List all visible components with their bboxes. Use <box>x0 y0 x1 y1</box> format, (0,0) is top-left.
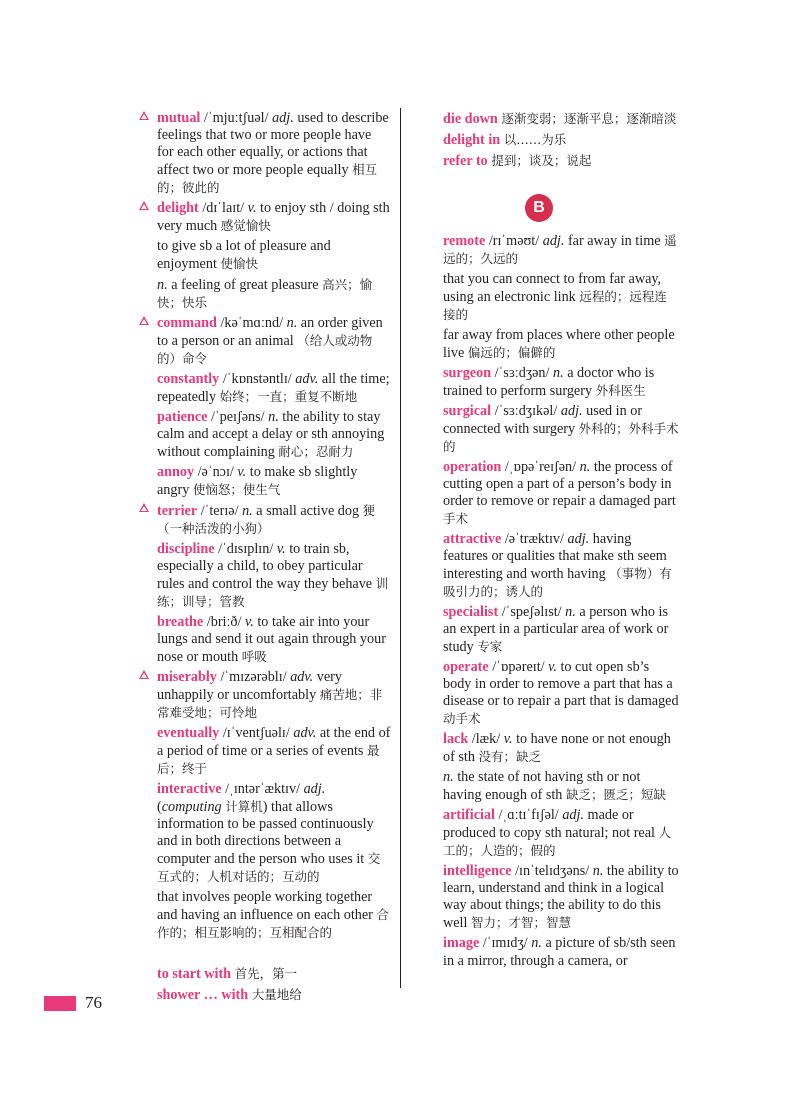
entry-main-sense <box>443 935 679 970</box>
headword: terrier <box>157 503 198 519</box>
chinese-translation: 缺乏；匮乏；短缺 <box>565 787 666 802</box>
dictionary-entry <box>441 659 679 728</box>
entry-main-sense <box>157 371 391 406</box>
part-of-speech: adv. <box>295 371 319 387</box>
right-column <box>441 110 679 973</box>
page-number: 76 <box>85 993 102 1012</box>
dictionary-entry <box>441 232 679 362</box>
pronunciation: /ˈpeɪʃəns/ <box>210 409 265 425</box>
chinese-translation: 偏远的；偏僻的 <box>467 345 556 360</box>
chinese-translation: 使恼怒；使生气 <box>192 482 281 497</box>
triangle-outline-icon <box>139 316 149 325</box>
headword: mutual <box>157 110 201 126</box>
pronunciation: /ˈmjuːtʃuəl/ <box>203 110 269 126</box>
phrase-headword: refer to <box>443 153 488 169</box>
pronunciation: /kəˈmɑːnd/ <box>220 315 284 331</box>
part-of-speech: v. <box>503 731 513 747</box>
part-of-speech: n. <box>565 604 576 620</box>
part-of-speech: n. <box>286 315 298 331</box>
entry-main-sense <box>443 807 679 860</box>
pronunciation: /ˌɒpəˈreɪʃən/ <box>504 459 577 475</box>
definition: that involves people working together and having an influence on each other <box>157 889 373 923</box>
definition: to have none or not enough of sth <box>443 731 671 765</box>
chinese-translation: 使愉快 <box>220 256 258 271</box>
dictionary-entry <box>441 531 679 601</box>
dictionary-entry <box>139 502 391 538</box>
entry-main-sense <box>157 541 391 611</box>
chinese-translation: 最后；终于 <box>157 743 380 776</box>
entry-main-sense <box>443 531 679 601</box>
definition: having features or qualities that make sth seem interesting and worth having <box>443 531 667 582</box>
chinese-translation: 感觉愉快 <box>220 218 271 233</box>
section-badge: B <box>525 194 553 222</box>
chinese-translation: 外科的；外科手术的 <box>443 421 679 454</box>
headword: surgical <box>443 403 492 419</box>
triangle-outline-icon <box>139 111 149 120</box>
chinese-translation: 痛苦地；非常难受地；可怜地 <box>157 687 383 720</box>
definition: to enjoy sth / doing sth very much <box>157 200 390 234</box>
definition: used to describe feelings that two or more people have for each other equally, or actions that affect two or more people equally <box>157 110 389 178</box>
pronunciation: /ˌɪntərˈæktɪv/ <box>225 781 301 797</box>
chinese-translation: 智力；才智；智慧 <box>470 915 571 930</box>
dictionary-entry <box>139 725 391 778</box>
dictionary-entry <box>441 731 679 804</box>
headword: miserably <box>157 669 217 685</box>
definition: to make sb slightly angry <box>157 464 358 498</box>
pronunciation: /ˌɑːtɪˈfɪʃəl/ <box>498 807 559 823</box>
headword: attractive <box>443 531 502 547</box>
entry-main-sense <box>443 604 679 656</box>
phrase-spacer <box>139 945 391 965</box>
domain-label: computing <box>161 799 222 815</box>
definition: an order given to a person or an animal <box>157 315 383 349</box>
column-divider <box>400 108 401 988</box>
part-of-speech: v. <box>247 200 257 216</box>
chinese-translation: 㹴（一种活泼的小狗） <box>157 503 376 536</box>
definition: all the time; repeatedly <box>157 371 390 405</box>
definition: made or produced to copy sth natural; not real <box>443 807 655 841</box>
dictionary-entry <box>139 315 391 368</box>
dictionary-entry <box>441 863 679 932</box>
dictionary-entry <box>441 807 679 860</box>
entry-main-sense <box>157 200 391 235</box>
definition: the ability to stay calm and accept a delay or sth annoying without complaining <box>157 409 385 460</box>
entry-main-sense: interactive /ˌɪntərˈæktɪv/ adj. (computing 计算机) that allows information to be passed continuously and in both directions between a computer and the person who uses it 交互式的；人机对话的；互动的 <box>157 781 381 884</box>
definition: the process of cutting open a part of a person’s body in order to remove or repair a damaged part <box>443 459 676 509</box>
chinese-translation: 首先，第一 <box>234 966 298 981</box>
entry-main-sense <box>443 232 679 268</box>
definition: to take air into your lungs and send it out again through your nose or mouth <box>157 614 386 665</box>
entry-main-sense <box>443 365 679 400</box>
dictionary-entry <box>139 614 391 666</box>
headword: discipline <box>157 541 215 557</box>
part-of-speech: n. <box>268 409 279 425</box>
chinese-translation: 人工的；人造的；假的 <box>443 825 672 858</box>
entry-main-sense <box>157 725 391 778</box>
part-of-speech: adv. <box>290 669 314 685</box>
definition: at the end of a period of time or a series of events <box>157 725 391 759</box>
chinese-translation: 大量地给 <box>251 987 302 1002</box>
part-of-speech: adj. <box>560 403 583 419</box>
part-of-speech: n. <box>443 769 454 785</box>
phrase-entry <box>441 152 679 170</box>
definition: very unhappily or uncomfortably <box>157 669 342 703</box>
headword: annoy <box>157 464 195 480</box>
definition: to cut open sb’s body in order to remove a part that has a disease or to repair a part that is damaged <box>443 659 679 709</box>
headword: delight <box>157 200 199 216</box>
pronunciation: /ˈkɒnstəntlɪ/ <box>222 371 292 387</box>
part-of-speech: v. <box>276 541 286 557</box>
phrase-entry <box>139 986 391 1004</box>
pronunciation: /əˈnɔɪ/ <box>197 464 234 480</box>
pronunciation: /briːð/ <box>206 614 242 630</box>
phrase-headword: delight in <box>443 132 501 148</box>
chinese-translation: 合作的；相互影响的；互相配合的 <box>157 907 389 940</box>
headword: eventually <box>157 725 220 741</box>
dictionary-entry <box>139 371 391 406</box>
chinese-translation: 耐心；忍耐力 <box>278 444 354 459</box>
chinese-translation: 相互的；彼此的 <box>157 162 378 195</box>
triangle-outline-icon <box>139 503 149 512</box>
pronunciation: /ˈmɪzərəblɪ/ <box>220 669 287 685</box>
dictionary-entry <box>139 541 391 611</box>
pronunciation: /rɪˈməʊt/ <box>488 233 540 249</box>
chinese-translation: 外科医生 <box>595 383 646 398</box>
entry-main-sense <box>443 403 679 456</box>
definition: to train sb, especially a child, to obey particular rules and control the way they behave <box>157 541 373 592</box>
domain-label-chinese: 计算机 <box>225 799 263 814</box>
headword: intelligence <box>443 863 512 879</box>
chinese-translation: 动手术 <box>443 711 481 726</box>
entry-main-sense <box>157 669 391 722</box>
pronunciation: /əˈtræktɪv/ <box>504 531 564 547</box>
definition: to give sb a lot of pleasure and enjoyment <box>157 238 331 272</box>
part-of-speech: adj. <box>272 110 294 126</box>
part-of-speech: n. <box>531 935 542 951</box>
entry-main-sense <box>443 863 679 932</box>
chinese-translation: （给人或动物的）命令 <box>157 333 373 366</box>
pronunciation: /ˈspeʃəlɪst/ <box>501 604 562 620</box>
pronunciation: /læk/ <box>471 731 501 747</box>
part-of-speech: adj. <box>567 531 590 547</box>
definition: far away from places where other people live <box>443 327 675 361</box>
chinese-translation: 训练；训导；管教 <box>157 576 389 609</box>
part-of-speech: n. <box>579 459 591 475</box>
pronunciation: /ɪˈventʃuəlɪ/ <box>222 725 290 741</box>
triangle-outline-icon <box>139 201 149 210</box>
chinese-translation: 遥远的；久远的 <box>443 233 677 266</box>
headword: operation <box>443 459 502 475</box>
headword: lack <box>443 731 469 747</box>
part-of-speech: n. <box>242 503 253 519</box>
headword: specialist <box>443 604 499 620</box>
chinese-translation: 专家 <box>477 639 503 654</box>
additional-sense <box>157 238 391 273</box>
phrase-headword: to start with <box>157 966 232 982</box>
dictionary-entry <box>441 365 679 400</box>
pronunciation: /ˈsɜːdʒən/ <box>494 365 550 381</box>
phrase-headword: die down <box>443 111 498 127</box>
part-of-speech: n. <box>592 863 604 879</box>
dictionary-entry <box>441 459 679 528</box>
additional-sense <box>443 271 679 324</box>
headword: artificial <box>443 807 495 823</box>
dictionary-entry <box>441 604 679 656</box>
headword: surgeon <box>443 365 492 381</box>
pronunciation: /ˈsɜːdʒɪkəl/ <box>494 403 558 419</box>
chinese-translation: 远程的；远程连接的 <box>443 289 667 322</box>
pronunciation: /ˈterɪə/ <box>200 503 239 519</box>
additional-sense <box>443 769 679 804</box>
chinese-translation: 提到；谈及；说起 <box>491 153 592 168</box>
phrase-entry <box>441 131 679 149</box>
chinese-translation: 手术 <box>443 511 469 526</box>
entry-main-sense <box>157 502 391 538</box>
dictionary-entry <box>139 781 391 942</box>
pronunciation: /ˈɒpəreɪt/ <box>492 659 545 675</box>
definition: a small active dog <box>256 503 360 519</box>
dictionary-entry <box>139 464 391 499</box>
phrase-entry <box>441 110 679 128</box>
pronunciation: /dɪˈlaɪt/ <box>202 200 245 216</box>
additional-sense <box>157 889 391 942</box>
definition: a picture of sb/sth seen in a mirror, through a camera, or <box>443 935 676 969</box>
pronunciation: /ˈɪmɪdʒ/ <box>482 935 528 951</box>
headword: operate <box>443 659 489 675</box>
entry-main-sense <box>443 459 679 528</box>
dictionary-entry <box>139 110 391 197</box>
headword: remote <box>443 233 486 249</box>
chinese-translation: 以……为乐 <box>503 132 567 147</box>
headword: image <box>443 935 480 951</box>
part-of-speech: n. <box>157 277 168 293</box>
phrase-headword: shower … with <box>157 987 249 1003</box>
part-of-speech: adj. <box>562 807 584 823</box>
headword: patience <box>157 409 208 425</box>
definition: far away in time <box>567 233 661 249</box>
part-of-speech: v. <box>245 614 254 630</box>
part-of-speech: n. <box>553 365 564 381</box>
left-column <box>139 110 391 1007</box>
entry-main-sense <box>443 659 679 728</box>
definition: the state of not having sth or not having enough of sth <box>443 769 641 803</box>
chinese-translation: 始终；一直；重复不断地 <box>219 389 358 404</box>
part-of-speech: v. <box>548 659 557 675</box>
chinese-translation: 呼吸 <box>241 649 267 664</box>
definition: a feeling of great pleasure <box>171 277 319 293</box>
dictionary-entry <box>139 409 391 461</box>
entry-main-sense <box>157 110 391 197</box>
page-number-bar <box>44 996 76 1011</box>
pronunciation: /ˈdɪsɪplɪn/ <box>218 541 274 557</box>
part-of-speech: adj. <box>542 233 565 249</box>
headword: command <box>157 315 217 331</box>
definition: a doctor who is trained to perform surgery <box>443 365 655 399</box>
additional-sense <box>157 276 391 312</box>
chinese-translation: （事物）有吸引力的；诱人的 <box>443 566 672 599</box>
entry-main-sense <box>157 464 391 499</box>
dictionary-entry <box>441 935 679 970</box>
definition: used in or connected with surgery <box>443 403 643 437</box>
chinese-translation: 高兴；愉快；快乐 <box>157 277 373 310</box>
dictionary-entry <box>139 669 391 722</box>
dictionary-entry <box>139 200 391 312</box>
chinese-translation: 逐渐变弱；逐渐平息；逐渐暗淡 <box>501 111 677 126</box>
part-of-speech: adj. <box>303 781 326 797</box>
entry-main-sense <box>157 315 391 368</box>
entry-main-sense <box>443 731 679 766</box>
part-of-speech: v. <box>237 464 247 480</box>
dictionary-entry <box>441 403 679 456</box>
headword: constantly <box>157 371 220 387</box>
definition: the ability to learn, understand and think in a logical way about things; the ability to do this well <box>443 863 679 931</box>
pronunciation: /ɪnˈtelɪdʒəns/ <box>515 863 590 879</box>
entry-main-sense <box>157 409 391 461</box>
headword: interactive <box>157 781 222 797</box>
definition: a person who is an expert in a particular area of work or study <box>443 604 669 655</box>
entry-main-sense <box>157 614 391 666</box>
chinese-translation: 交互式的；人机对话的；互动的 <box>157 851 381 884</box>
definition: that you can connect to from far away, using an electronic link <box>443 271 662 305</box>
part-of-speech: adv. <box>293 725 317 741</box>
additional-sense <box>443 327 679 362</box>
phrase-entry <box>139 965 391 983</box>
chinese-translation: 没有；缺乏 <box>478 749 541 764</box>
triangle-outline-icon <box>139 670 149 679</box>
headword: breathe <box>157 614 204 630</box>
definition: that allows information to be passed continuously and in both directions between a computer and the person who uses it <box>157 799 374 867</box>
